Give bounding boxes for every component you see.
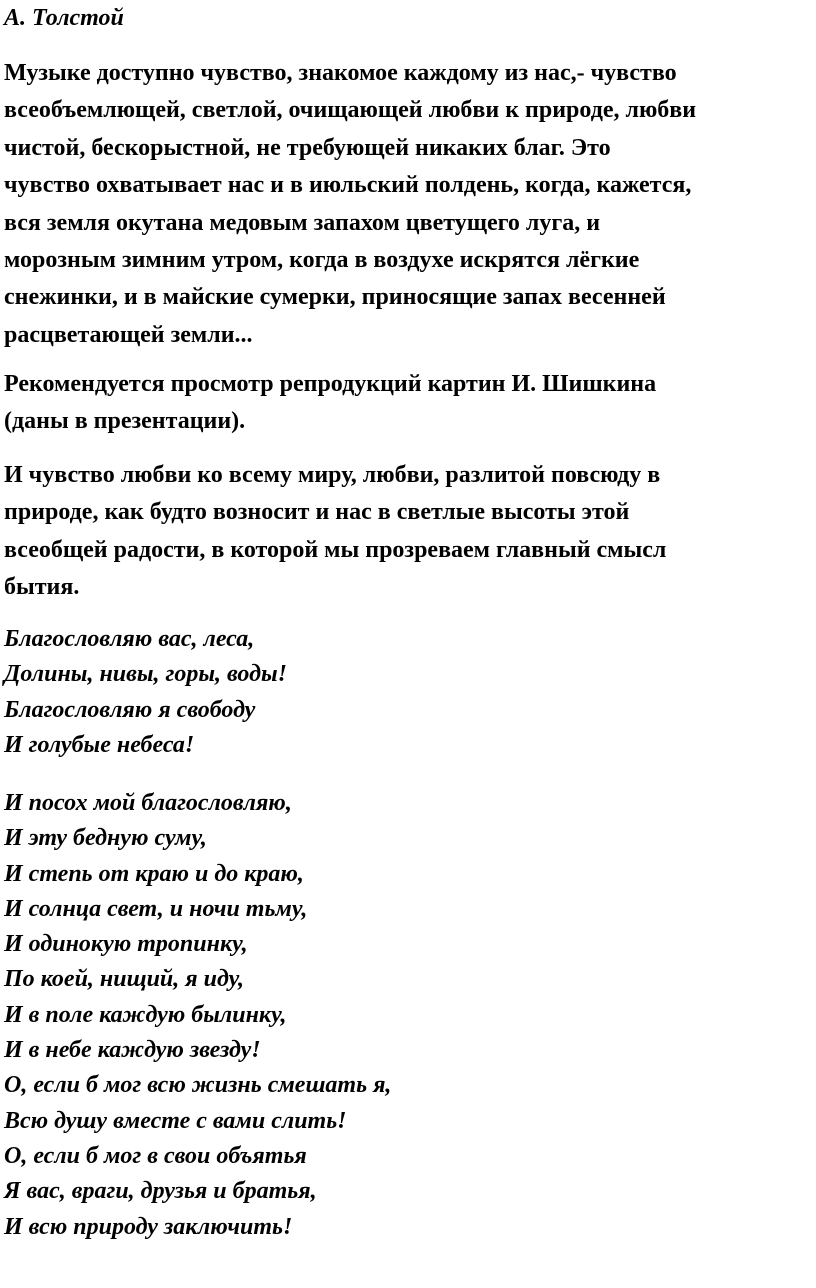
poem-line: По коей, нищий, я иду,	[4, 966, 245, 993]
poem-line: И голубые небеса!	[4, 731, 195, 758]
poem-line: И в небе каждую звезду!	[4, 1037, 261, 1064]
text-line: всеобъемлющей, светлой, очищающей любви к природе, любви	[4, 97, 697, 124]
poem-line: Благословляю я свободу	[4, 696, 256, 723]
author-heading: А. Толстой	[4, 5, 124, 31]
poem-line: И степь от краю и до краю,	[4, 860, 304, 887]
text-line: природе, как будто возносит и нас в светлые высоты этой	[4, 499, 630, 526]
poem-line: Долины, нивы, горы, воды!	[4, 661, 287, 688]
text-line: (даны в презентации).	[4, 408, 246, 435]
text-line: Музыке доступно чувство, знакомое каждому из нас,- чувство	[4, 60, 677, 86]
poem-line: И одинокую тропинку,	[4, 931, 248, 958]
paragraph-recommendation	[4, 366, 810, 441]
text-line: вся земля окутана медовым запахом цветущего луга, и	[4, 209, 601, 236]
poem-line: И эту бедную суму,	[4, 825, 207, 852]
poem-line: Я вас, враги, друзья и братья,	[4, 1178, 317, 1205]
poem-line: Благословляю вас, леса,	[4, 626, 255, 652]
poem-line: И всю природу заключить!	[4, 1213, 293, 1240]
text-line: чистой, бескорыстной, не требующей никаких благ. Это	[4, 134, 611, 161]
poem-line: И солнца свет, и ночи тьму,	[4, 895, 308, 922]
text-line: И чувство любви ко всему миру, любви, разлитой повсюду в	[4, 462, 661, 488]
poem-line: О, если б мог в свои объятья	[4, 1142, 307, 1169]
paragraph-love-of-world	[4, 457, 810, 607]
text-line: чувство охватывает нас и в июльский полдень, когда, кажется,	[4, 172, 692, 199]
poem-line: Всю душу вместе с вами слить!	[4, 1107, 347, 1134]
text-line: Рекомендуется просмотр репродукций картин И. Шишкина	[4, 371, 657, 397]
text-line: бытия.	[4, 574, 80, 601]
poem-line: И посох мой благословляю,	[4, 790, 292, 816]
text-line: расцветающей земли...	[4, 321, 253, 348]
text-line: снежинки, и в майские сумерки, приносящие запах весенней	[4, 284, 666, 311]
poem-stanza-2	[4, 786, 391, 1245]
text-line: морозным зимним утром, когда в воздухе искрятся лёгкие	[4, 247, 640, 274]
poem-stanza-1	[4, 622, 287, 763]
poem-line: И в поле каждую былинку,	[4, 1001, 287, 1028]
paragraph-music-feeling	[4, 55, 810, 354]
poem-line: О, если б мог всю жизнь смешать я,	[4, 1072, 392, 1099]
text-line: всеобщей радости, в которой мы прозреваем главный смысл	[4, 536, 667, 563]
